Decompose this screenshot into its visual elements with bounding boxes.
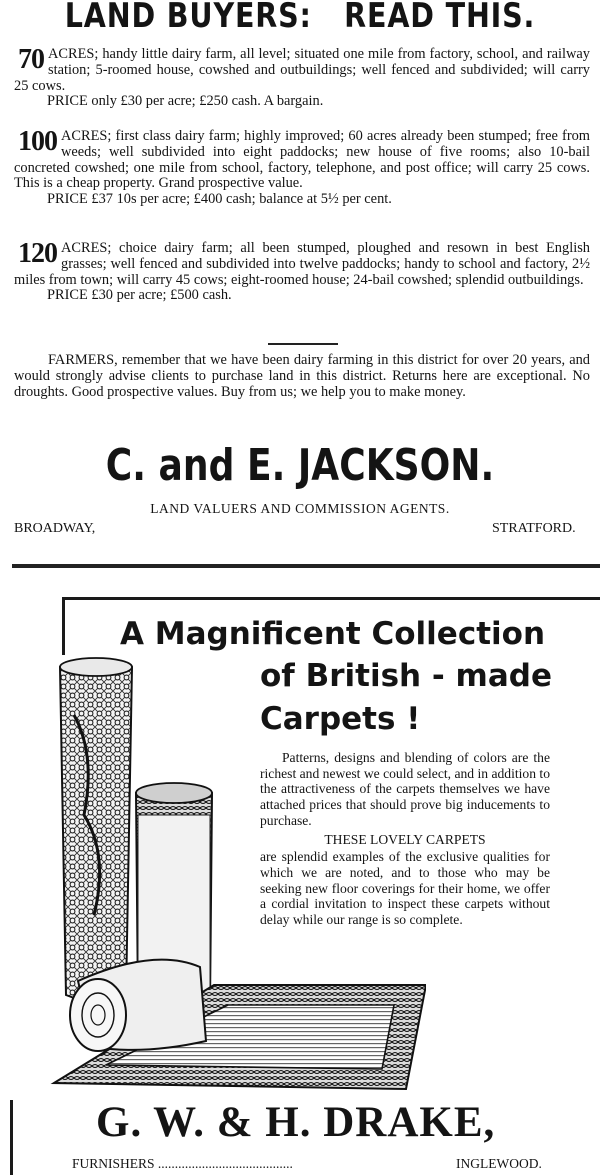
listing-70-acres [14,44,590,110]
firm-name: C. and E. JACKSON. [105,440,495,491]
farmers-note: FARMERS, remember that we have been dairy farming in this district for over 20 years, and would strongly advise clients to purchase land in this district. Returns here are exceptional. No droughts. Good prospective values. Buy from us; we help you to make money. [14,352,590,400]
listing-description: ACRES; handy little dairy farm, all level; situated one mile from factory, school, and railway station; 5-roomed house, cowshed and outbuildings; well fenced and subdivided; will carry 25 cows. [14,46,590,94]
firm-address-left: BROADWAY, [14,521,96,536]
carpet-headline-line-3: Carpets ! [260,701,421,737]
carpet-body-paragraph-1: Patterns, designs and blending of colors are the richest and newest we could select, and in addition to the attractiveness of the carpets themselves we have attached prices that should prove big inducements to purchase. [260,750,550,828]
drake-firm-name: G. W. & H. DRAKE, [96,1099,496,1146]
listing-acreage: 100 [18,126,57,157]
advert-headline: LAND BUYERS: READ THIS. [64,0,536,36]
carpet-headline-line-1: A Magnificent Collection [120,616,546,652]
listing-price: PRICE only £30 per acre; £250 cash. A bargain. [47,93,324,110]
carpet-ad-left-border [62,597,65,655]
short-divider [268,343,338,345]
firm-address-right: STRATFORD. [492,521,576,536]
drake-trade: FURNISHERS ........................................ [72,1156,293,1171]
drake-town: INGLEWOOD. [456,1156,542,1171]
listing-description: ACRES; choice dairy farm; all been stumped, ploughed and resown in best English grasses; well fenced and subdivided into twelve paddocks; handy to school and factory, 2½ miles from town; will carry 45 cows; eight-roomed house; 24-bail cowshed; splendid outbuildings. [14,240,590,288]
listing-price: PRICE £30 per acre; £500 cash. [47,287,232,304]
listing-price: PRICE £37 10s per acre; £400 cash; balance at 5½ per cent. [47,191,392,208]
firm-subtitle: LAND VALUERS AND COMMISSION AGENTS. [150,501,450,516]
carpet-ad-top-border [62,597,600,600]
carpet-caps-line: THESE LOVELY CARPETS [324,831,486,847]
advert-divider-rule-thin [12,567,600,568]
listing-acreage: 120 [18,238,57,269]
listing-acreage: 70 [18,44,44,75]
carpet-body-paragraph-2: are splendid examples of the exclusive qualities for which we are noted, and to those who may be seeking new floor coverings for their home, we offer a cordial invitation to inspect these carpets without delay while our range is so complete. [260,849,550,928]
listing-description: ACRES; first class dairy farm; highly improved; 60 acres already been stumped; free from weeds; well subdivided into eight paddocks; new house of five rooms; also 10-bail concreted cowshed; one mile from school, factory, telephone, and post office; will carry 25 cows. This is a cheap property. Grand prospective value. [14,128,590,192]
listing-100-acres [14,126,590,208]
carpet-headline-line-2: of British - made [260,658,552,694]
carpet-ad-body [260,750,550,928]
listing-120-acres [14,238,590,304]
drake-left-border [10,1100,13,1175]
